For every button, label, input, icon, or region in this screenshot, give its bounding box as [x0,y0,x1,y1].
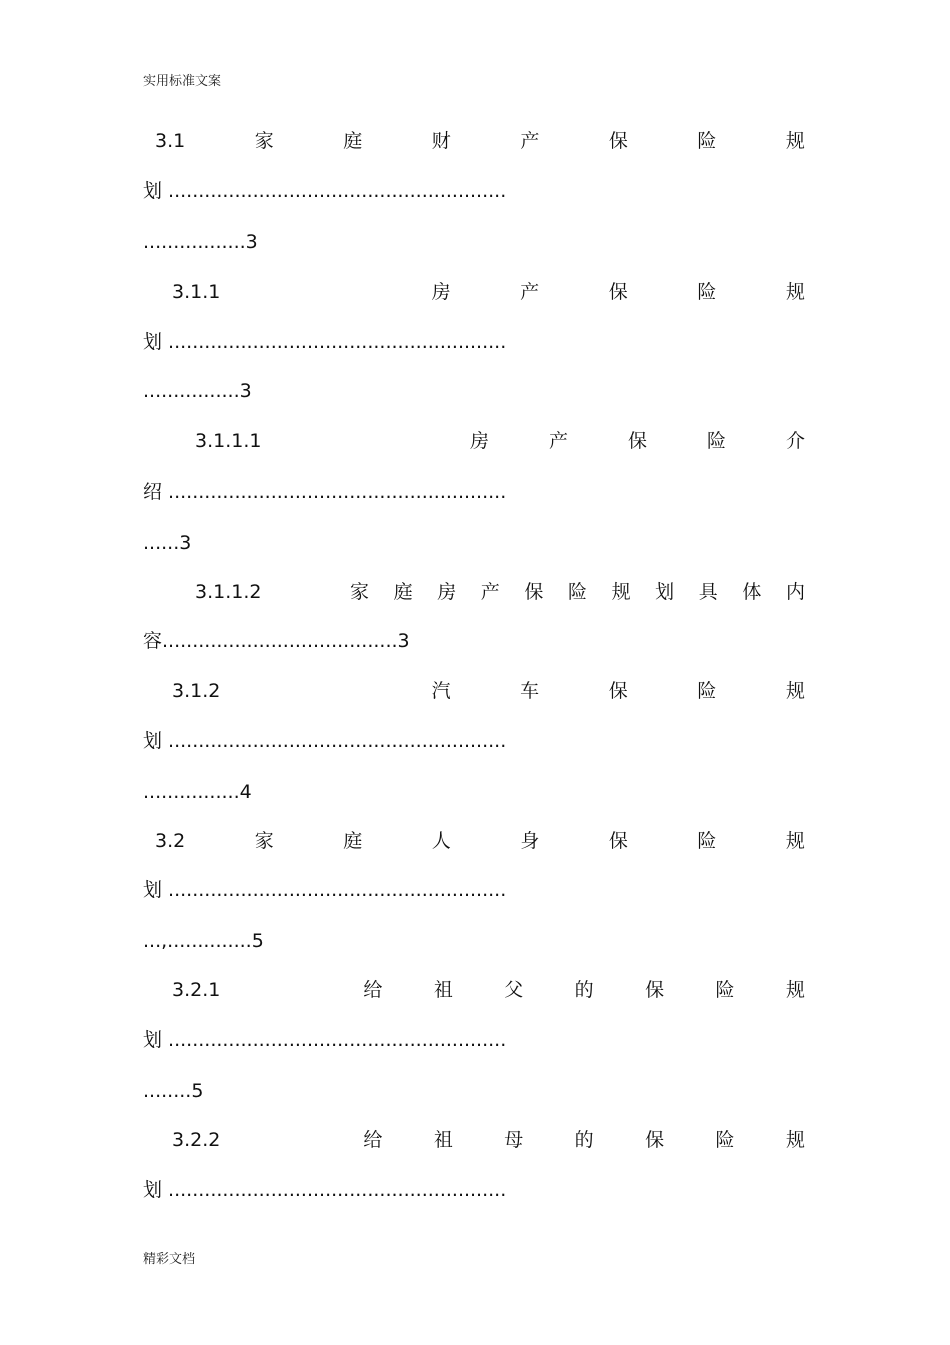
toc-entry-3-1-1-page: ................3 [143,380,252,402]
toc-char: 身 [520,830,540,852]
toc-char: 房 [437,581,457,603]
toc-char: 划 [655,581,675,603]
toc-number: 3.1.1.2 [195,581,262,603]
toc-number: 3.2 [155,830,186,852]
toc-char: 险 [697,830,717,852]
toc-number: 3.1.1 [172,281,221,303]
toc-entry-3-1-1-2-continuation: 容.......................................3 [143,630,410,652]
toc-char: 产 [548,430,568,452]
toc-entry-3-1-heading [155,127,805,155]
toc-entry-3-2-continuation: 划 ........................................................ [143,879,507,901]
toc-number: 3.1 [155,130,186,152]
toc-entry-3-2-1-heading [172,976,805,1004]
toc-char: 财 [431,130,451,152]
toc-char: 给 [363,1129,383,1151]
toc-number: 3.2.1 [172,979,221,1001]
toc-char: 的 [574,1129,594,1151]
toc-char: 人 [431,830,451,852]
toc-entry-3-2-2-continuation: 划 ........................................................ [143,1179,507,1201]
toc-char: 险 [706,430,726,452]
toc-entry-3-2-page: ...,..............5 [143,930,264,952]
toc-char: 房 [469,430,489,452]
toc-char: 保 [608,680,628,702]
toc-char: 规 [785,1129,805,1151]
toc-char: 家 [254,130,274,152]
page-header: 实用标准文案 [143,74,222,89]
toc-entry-3-1-2-continuation: 划 ........................................................ [143,730,507,752]
toc-char: 险 [567,581,587,603]
toc-number: 3.1.2 [172,680,221,702]
toc-char: 险 [697,680,717,702]
toc-char: 车 [520,680,540,702]
toc-char: 庭 [343,830,363,852]
toc-number: 3.2.2 [172,1129,221,1151]
toc-char: 介 [785,430,805,452]
toc-number: 3.1.1.1 [195,430,262,452]
toc-char: 规 [785,680,805,702]
toc-entry-3-1-1-2-heading [195,578,805,606]
toc-entry-3-1-1-1-heading [195,427,805,455]
toc-entry-3-1-1-1-continuation: 绍 ........................................................ [143,481,507,503]
toc-entry-3-1-2-page: ................4 [143,781,252,803]
toc-entry-3-1-1-continuation: 划 ........................................................ [143,331,507,353]
toc-entry-3-2-2-heading [172,1126,805,1154]
toc-char: 祖 [433,1129,453,1151]
toc-char: 产 [480,581,500,603]
toc-char: 内 [785,581,805,603]
toc-char: 产 [520,281,540,303]
toc-char: 具 [698,581,718,603]
toc-entry-3-2-heading [155,827,805,855]
toc-char: 规 [785,830,805,852]
toc-char: 保 [645,1129,665,1151]
toc-char: 祖 [433,979,453,1001]
toc-char: 汽 [431,680,451,702]
toc-char: 险 [715,979,735,1001]
toc-entry-3-1-1-1-page: ......3 [143,532,192,554]
toc-char: 保 [608,130,628,152]
toc-char: 家 [350,581,370,603]
toc-entry-3-2-1-continuation: 划 ........................................................ [143,1029,507,1051]
toc-char: 房 [431,281,451,303]
page-footer: 精彩文档 [143,1252,196,1267]
toc-char: 给 [363,979,383,1001]
toc-entry-3-2-1-page: ........5 [143,1080,204,1102]
toc-char: 家 [254,830,274,852]
toc-entry-3-1-continuation: 划 ........................................................ [143,180,507,202]
toc-char: 规 [785,281,805,303]
toc-char: 险 [697,130,717,152]
toc-char: 保 [608,281,628,303]
toc-char: 庭 [343,130,363,152]
toc-entry-3-1-1-heading [172,278,805,306]
toc-char: 体 [742,581,762,603]
toc-char: 规 [611,581,631,603]
toc-char: 母 [504,1129,524,1151]
toc-char: 产 [520,130,540,152]
toc-char: 庭 [393,581,413,603]
toc-char: 保 [627,430,647,452]
toc-char: 的 [574,979,594,1001]
toc-char: 险 [697,281,717,303]
toc-char: 父 [504,979,524,1001]
toc-entry-3-1-2-heading [172,677,805,705]
toc-char: 规 [785,130,805,152]
toc-char: 规 [785,979,805,1001]
toc-char: 险 [715,1129,735,1151]
toc-entry-3-1-page: .................3 [143,231,258,253]
toc-char: 保 [608,830,628,852]
toc-char: 保 [524,581,544,603]
toc-title [350,578,805,606]
toc-char: 保 [645,979,665,1001]
